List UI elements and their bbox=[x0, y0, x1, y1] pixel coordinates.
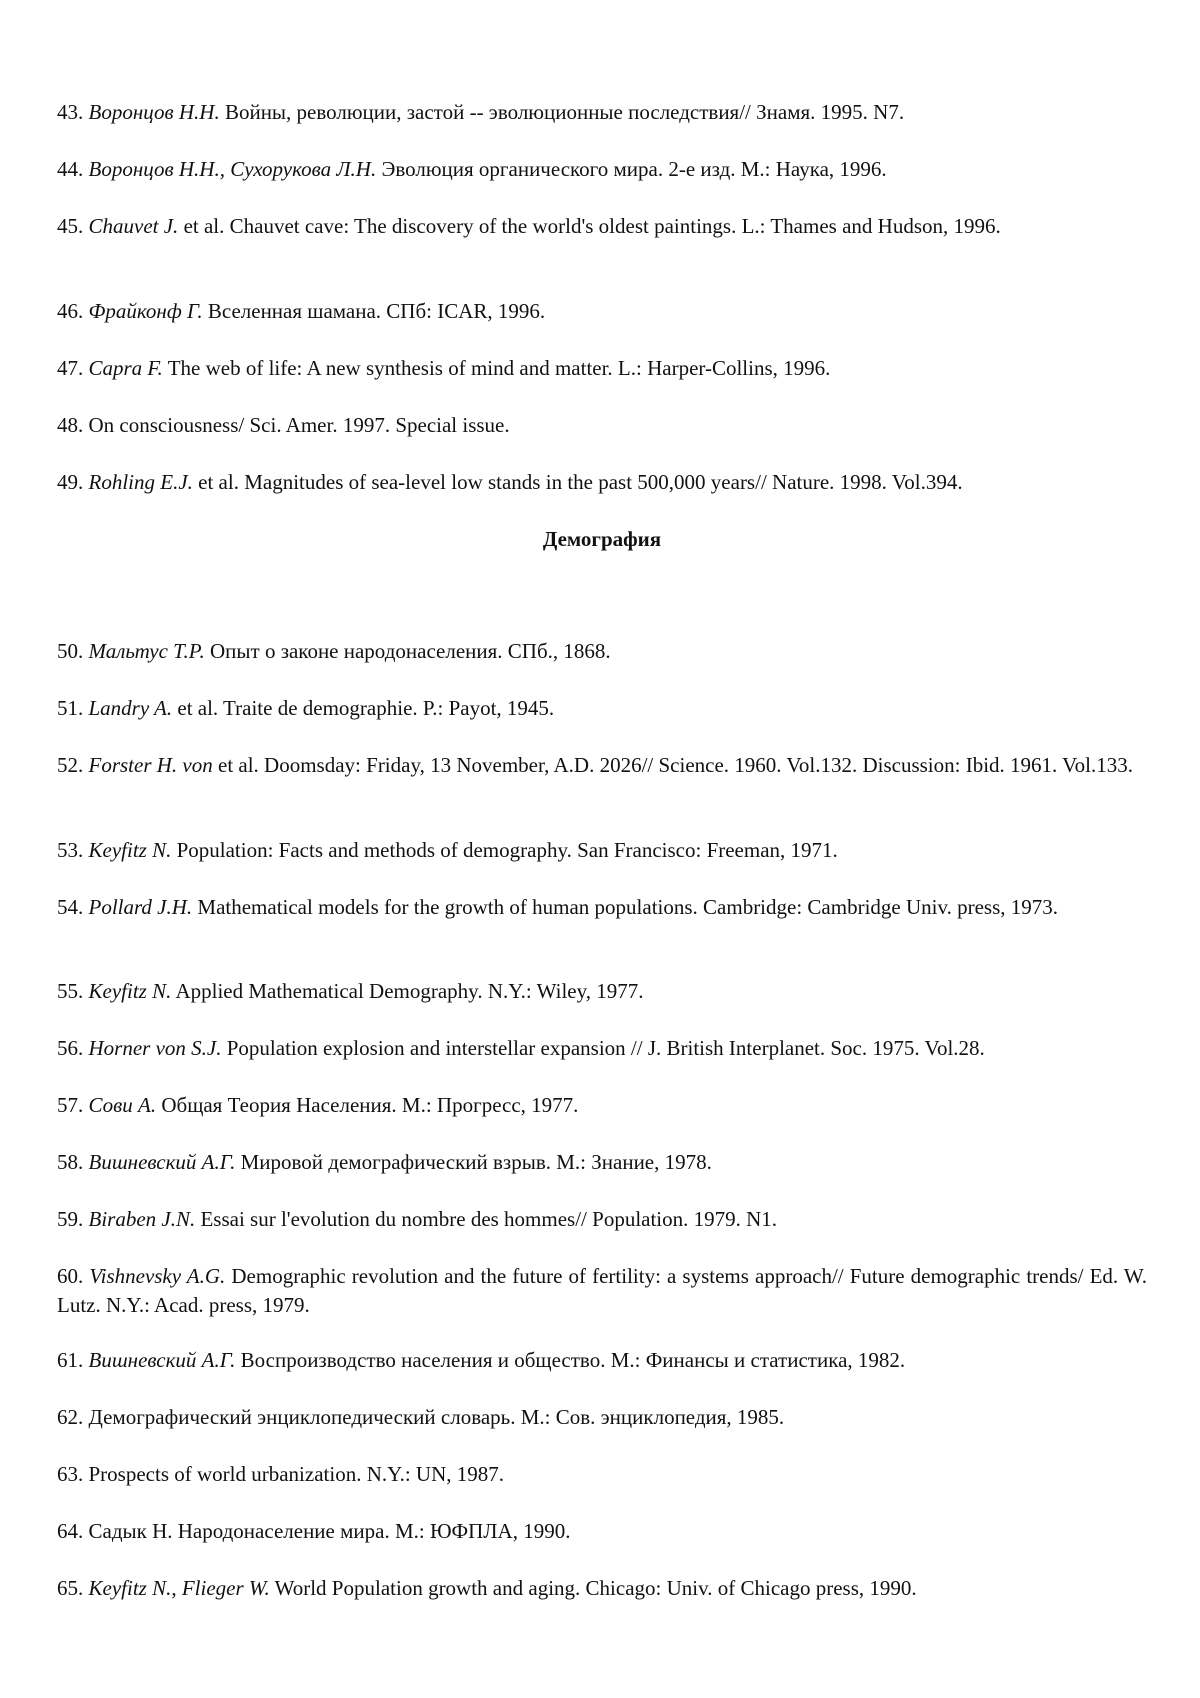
reference-text: The web of life: A new synthesis of mind and matter. L.: Harper-Collins, 1996. bbox=[167, 356, 831, 380]
reference-text: et al. Traite de demographie. P.: Payot, 1945. bbox=[177, 696, 555, 720]
reference-author: Сови А. bbox=[88, 1093, 157, 1117]
reference-text: Садык Н. Народонаселение мира. М.: ЮФПЛА, 1990. bbox=[88, 1519, 571, 1543]
reference-text: Population: Facts and methods of demography. San Francisco: Freeman, 1971. bbox=[176, 838, 838, 862]
reference-item bbox=[57, 1460, 1147, 1489]
reference-item bbox=[57, 1091, 1147, 1120]
reference-item bbox=[57, 1517, 1147, 1546]
reference-author: Chauvet J. bbox=[88, 214, 179, 238]
reference-item bbox=[57, 1148, 1147, 1177]
reference-item bbox=[57, 212, 1147, 241]
reference-number: 48. bbox=[57, 413, 84, 437]
reference-text: On consciousness/ Sci. Amer. 1997. Special issue. bbox=[88, 413, 510, 437]
reference-author: Pollard J.H. bbox=[88, 895, 193, 919]
reference-author: Forster H. von bbox=[88, 753, 213, 777]
reference-author: Rohling E.J. bbox=[88, 470, 193, 494]
reference-item bbox=[57, 98, 1147, 127]
reference-number: 43. bbox=[57, 100, 84, 124]
reference-text: Войны, революции, застой -- эволюционные последствия// Знамя. 1995. N7. bbox=[224, 100, 905, 124]
reference-number: 50. bbox=[57, 639, 84, 663]
reference-author: Landry A. bbox=[88, 696, 173, 720]
reference-author: Biraben J.N. bbox=[88, 1207, 196, 1231]
reference-item bbox=[57, 1346, 1147, 1375]
reference-item bbox=[57, 411, 1147, 440]
reference-number: 45. bbox=[57, 214, 84, 238]
reference-text: Demographic revolution and the future of fertility: a systems approach// Future demographic trends/ Ed. W. Lutz. N.Y.: Acad. press, 1979. bbox=[57, 1264, 1148, 1317]
reference-item bbox=[57, 1262, 1147, 1320]
reference-number: 63. bbox=[57, 1462, 84, 1486]
reference-text: et al. Doomsday: Friday, 13 November, A.D. 2026// Science. 1960. Vol.132. Discussion: Ibid. 1961. Vol.133. bbox=[218, 753, 1133, 777]
reference-author: Вишневский А.Г. bbox=[88, 1348, 236, 1372]
reference-number: 56. bbox=[57, 1036, 84, 1060]
section-heading: Демография bbox=[542, 527, 662, 551]
reference-number: 57. bbox=[57, 1093, 84, 1117]
reference-item bbox=[57, 1034, 1147, 1063]
reference-text: Applied Mathematical Demography. N.Y.: Wiley, 1977. bbox=[175, 979, 644, 1003]
reference-number: 52. bbox=[57, 753, 84, 777]
reference-item bbox=[57, 751, 1147, 780]
reference-item bbox=[57, 1403, 1147, 1432]
reference-number: 64. bbox=[57, 1519, 84, 1543]
reference-item bbox=[57, 694, 1147, 723]
reference-text: et al. Chauvet cave: The discovery of the world's oldest paintings. L.: Thames and Hudson, 1996. bbox=[183, 214, 1001, 238]
reference-item bbox=[57, 836, 1147, 865]
reference-number: 54. bbox=[57, 895, 84, 919]
reference-item bbox=[57, 637, 1147, 666]
reference-number: 47. bbox=[57, 356, 84, 380]
reference-number: 65. bbox=[57, 1576, 84, 1600]
reference-author: Keyfitz N., Flieger W. bbox=[88, 1576, 270, 1600]
reference-text: Общая Теория Населения. М.: Прогресс, 1977. bbox=[161, 1093, 579, 1117]
reference-author: Horner von S.J. bbox=[88, 1036, 222, 1060]
reference-number: 62. bbox=[57, 1405, 84, 1429]
reference-author: Мальтус Т.Р. bbox=[88, 639, 205, 663]
reference-text: Опыт о законе народонаселения. СПб., 1868. bbox=[210, 639, 611, 663]
reference-text: Вселенная шамана. СПб: ICAR, 1996. bbox=[207, 299, 546, 323]
reference-number: 61. bbox=[57, 1348, 84, 1372]
reference-number: 55. bbox=[57, 979, 84, 1003]
reference-author: Keyfitz N. bbox=[88, 979, 172, 1003]
reference-author: Capra F. bbox=[88, 356, 163, 380]
reference-text: Эволюция органического мира. 2-е изд. М.: Наука, 1996. bbox=[381, 157, 887, 181]
reference-number: 44. bbox=[57, 157, 84, 181]
reference-number: 49. bbox=[57, 470, 84, 494]
reference-author: Воронцов Н.Н., Сухорукова Л.Н. bbox=[88, 157, 377, 181]
reference-item bbox=[57, 297, 1147, 326]
reference-number: 60. bbox=[57, 1264, 84, 1288]
reference-text: Мировой демографический взрыв. М.: Знание, 1978. bbox=[240, 1150, 712, 1174]
reference-text: et al. Magnitudes of sea-level low stands in the past 500,000 years// Nature. 1998. Vol.394. bbox=[198, 470, 963, 494]
reference-item bbox=[57, 155, 1147, 184]
reference-item bbox=[57, 1205, 1147, 1234]
reference-item bbox=[57, 893, 1147, 922]
reference-number: 53. bbox=[57, 838, 84, 862]
reference-text: Демографический энциклопедический словарь. М.: Сов. энциклопедия, 1985. bbox=[88, 1405, 785, 1429]
reference-author: Воронцов Н.Н. bbox=[88, 100, 220, 124]
reference-item bbox=[57, 468, 1147, 497]
reference-text: Prospects of world urbanization. N.Y.: UN, 1987. bbox=[88, 1462, 504, 1486]
reference-number: 58. bbox=[57, 1150, 84, 1174]
reference-item bbox=[57, 977, 1147, 1006]
reference-author: Фрайконф Г. bbox=[88, 299, 203, 323]
reference-author: Vishnevsky A.G. bbox=[89, 1264, 226, 1288]
reference-item bbox=[57, 1574, 1147, 1603]
reference-text: World Population growth and aging. Chicago: Univ. of Chicago press, 1990. bbox=[274, 1576, 917, 1600]
reference-number: 46. bbox=[57, 299, 84, 323]
reference-text: Mathematical models for the growth of human populations. Cambridge: Cambridge Univ. press, 1973. bbox=[197, 895, 1059, 919]
reference-number: 51. bbox=[57, 696, 84, 720]
reference-text: Essai sur l'evolution du nombre des hommes// Population. 1979. N1. bbox=[200, 1207, 778, 1231]
reference-text: Воспроизводство населения и общество. М.: Финансы и статистика, 1982. bbox=[240, 1348, 906, 1372]
reference-item bbox=[57, 354, 1147, 383]
reference-author: Вишневский А.Г. bbox=[88, 1150, 236, 1174]
reference-author: Keyfitz N. bbox=[88, 838, 172, 862]
reference-text: Population explosion and interstellar expansion // J. British Interplanet. Soc. 1975. Vol.28. bbox=[226, 1036, 985, 1060]
reference-number: 59. bbox=[57, 1207, 84, 1231]
